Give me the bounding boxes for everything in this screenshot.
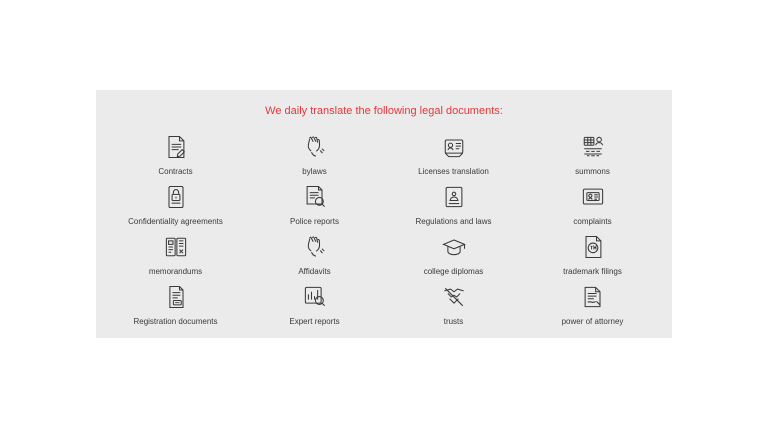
- list-item-label: power of attorney: [561, 317, 624, 326]
- list-item[interactable]: [106, 178, 245, 228]
- oath-hand-icon: [298, 232, 332, 262]
- list-item[interactable]: [384, 178, 523, 228]
- list-item[interactable]: [245, 128, 384, 178]
- list-item[interactable]: [523, 128, 662, 178]
- list-item[interactable]: [523, 228, 662, 278]
- list-item[interactable]: [245, 228, 384, 278]
- list-item-label: Contracts: [158, 167, 193, 176]
- list-item-label: Confidentiality agreements: [128, 217, 223, 226]
- list-item-label: Licenses translation: [418, 167, 489, 176]
- list-item[interactable]: [384, 278, 523, 328]
- list-item[interactable]: [523, 178, 662, 228]
- list-item-label: bylaws: [302, 167, 327, 176]
- list-item-label: summons: [575, 167, 610, 176]
- list-item[interactable]: [245, 278, 384, 328]
- memorandum-pages-icon: [159, 232, 193, 262]
- contract-document-icon: [159, 132, 193, 162]
- list-item[interactable]: [523, 278, 662, 328]
- list-item[interactable]: [106, 128, 245, 178]
- registration-stamp-icon: [159, 282, 193, 312]
- page-title: We daily translate the following legal documents:: [265, 105, 503, 117]
- license-card-icon: [437, 132, 471, 162]
- expert-analysis-icon: [298, 282, 332, 312]
- trust-handshake-icon: [437, 282, 471, 312]
- list-item[interactable]: [106, 228, 245, 278]
- list-item-label: trusts: [443, 317, 464, 326]
- police-report-icon: [298, 182, 332, 212]
- power-of-attorney-icon: [576, 282, 610, 312]
- list-item[interactable]: [384, 128, 523, 178]
- legal-documents-panel: [96, 90, 672, 338]
- list-item-label: college diplomas: [423, 267, 484, 276]
- regulations-book-icon: [437, 182, 471, 212]
- documents-grid: [106, 128, 662, 328]
- list-item[interactable]: [384, 228, 523, 278]
- locked-document-icon: [159, 182, 193, 212]
- list-item[interactable]: [245, 178, 384, 228]
- graduation-cap-icon: [437, 232, 471, 262]
- list-item-label: Expert reports: [289, 317, 340, 326]
- gavel-court-icon: [576, 132, 610, 162]
- list-item-label: Registration documents: [133, 317, 218, 326]
- list-item-label: Affidavits: [298, 267, 331, 276]
- handshake-icon: [298, 132, 332, 162]
- list-item-label: Police reports: [290, 217, 339, 226]
- list-item-label: Regulations and laws: [415, 217, 492, 226]
- list-item-label: trademark filings: [563, 267, 622, 276]
- list-item-label: memorandums: [148, 267, 203, 276]
- list-item-label: complaints: [573, 217, 612, 226]
- complaint-form-icon: [576, 182, 610, 212]
- trademark-tm-icon: [576, 232, 610, 262]
- list-item[interactable]: [106, 278, 245, 328]
